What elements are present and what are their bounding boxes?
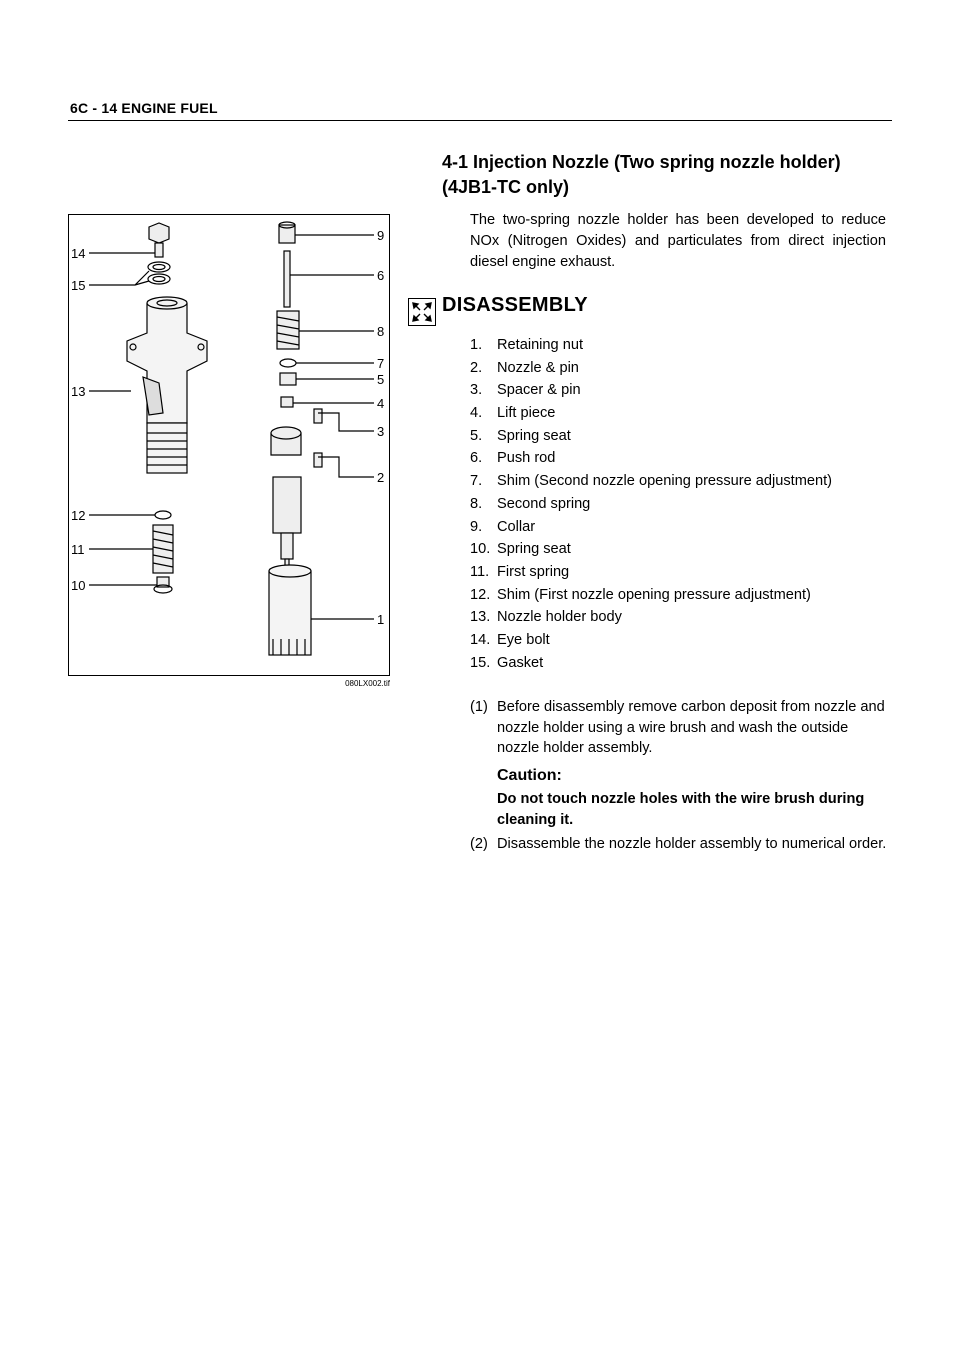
list-item: 2. Nozzle & pin [470, 359, 579, 376]
intro-paragraph: The two-spring nozzle holder has been developed to reduce NOx (Nitrogen Oxides) and particulates from direct injection diesel engine exhaust. [470, 212, 886, 270]
step-2 [470, 834, 890, 855]
page-header: 6C - 14 ENGINE FUEL [70, 100, 218, 116]
list-item: 10. Spring seat [470, 541, 571, 558]
list-item: 13. Nozzle holder body [470, 609, 622, 626]
list-item: 8. Second spring [470, 495, 591, 512]
list-item: 11. First spring [470, 563, 570, 580]
disassembly-arrows-icon [408, 298, 436, 326]
nozzle-holder-illustration [69, 215, 389, 675]
callout-14: 14 [71, 246, 86, 261]
list-item: 14. Eye bolt [470, 631, 550, 648]
disassembly-title: DISASSEMBLY [442, 294, 588, 316]
section-title-line2: (4JB1-TC only) [442, 177, 570, 197]
section-title [442, 150, 902, 200]
list-item: 15. Gasket [470, 654, 544, 671]
list-item: 7. Shim (Second nozzle opening pressure adjustment) [470, 473, 833, 490]
step-number: (1) [470, 699, 488, 715]
list-item: 4. Lift piece [470, 405, 556, 422]
list-item: 5. Spring seat [470, 427, 571, 444]
callout-10: 10 [71, 578, 86, 593]
step-text: Disassemble the nozzle holder assembly to numerical order. [497, 836, 887, 852]
list-item: 3. Spacer & pin [470, 382, 581, 399]
step-text: Before disassembly remove carbon deposit from nozzle and nozzle holder using a wire brush and wash the outside nozzle holder assembly. [497, 699, 885, 756]
procedure-steps [470, 697, 890, 855]
callout-6: 6 [377, 268, 385, 283]
caution-text: Do not touch nozzle holes with the wire brush during cleaning it. [497, 791, 865, 828]
callout-2: 2 [377, 470, 385, 485]
section-title-line1: 4-1 Injection Nozzle (Two spring nozzle holder) [442, 152, 841, 172]
header-rule [68, 120, 892, 121]
callout-3: 3 [377, 424, 385, 439]
parts-list [470, 334, 900, 674]
caution-label: Caution: [497, 766, 562, 784]
step-1 [470, 697, 890, 759]
callout-13: 13 [71, 384, 86, 399]
callout-7: 7 [377, 356, 385, 371]
callout-11: 11 [71, 542, 85, 557]
callout-12: 12 [71, 508, 86, 523]
figure-caption: 080LX002.tif [345, 679, 390, 688]
list-item: 1. Retaining nut [470, 337, 584, 353]
callout-5: 5 [377, 372, 385, 387]
callout-8: 8 [377, 324, 385, 339]
callout-9: 9 [377, 228, 385, 243]
callout-15: 15 [71, 278, 86, 293]
step-number: (2) [470, 836, 488, 852]
callout-4: 4 [377, 396, 385, 411]
callout-1: 1 [377, 612, 385, 627]
list-item: 12. Shim (First nozzle opening pressure adjustment) [470, 586, 811, 603]
list-item: 9. Collar [470, 518, 536, 535]
exploded-view-figure [68, 214, 390, 676]
list-item: 6. Push rod [470, 450, 556, 467]
